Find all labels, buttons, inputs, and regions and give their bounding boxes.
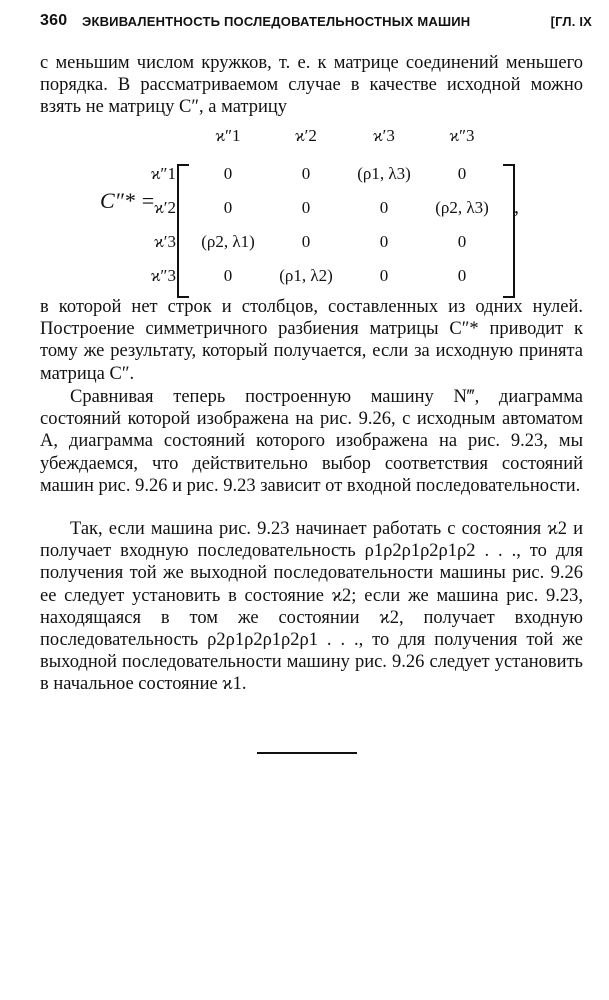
header-chapter: [ГЛ. IX	[550, 14, 592, 29]
running-header	[40, 10, 592, 34]
paragraph-3: Сравнивая теперь построенную машину N‴, диаграмма состояний которой изображена на рис. 9.26, с исходным автоматом A, диаграмма состояний которого изображена на рис. 9.23, мы убеждаемся, что действительно выбор соответствия состояний машин рис. 9.26 и рис. 9.23 зависит от входной последовательности.	[40, 387, 583, 496]
matrix-row-header: ϰ″3	[150, 266, 176, 285]
page-number: 360	[40, 12, 68, 29]
matrix-column-header: ϰ′2	[295, 126, 317, 145]
matrix-column-header: ϰ″1	[215, 126, 241, 145]
matrix-cell: (ρ1, λ3)	[357, 164, 411, 183]
matrix-cell: 0	[457, 232, 467, 251]
matrix-cell: 0	[301, 164, 311, 183]
end-rule	[257, 752, 357, 754]
header-title: ЭКВИВАЛЕНТНОСТЬ ПОСЛЕДОВАТЕЛЬНОСТНЫХ МАШИН	[82, 14, 471, 29]
matrix-cell: 0	[223, 164, 233, 183]
matrix-cell: 0	[379, 232, 389, 251]
matrix-cell: 0	[457, 164, 467, 183]
matrix-column-header: ϰ′3	[373, 126, 395, 145]
matrix-column-header: ϰ″3	[449, 126, 475, 145]
matrix-label: C″* =	[100, 188, 156, 213]
matrix-cell: 0	[223, 266, 233, 285]
matrix-row-header: ϰ′3	[154, 232, 176, 251]
connection-matrix	[100, 120, 530, 295]
matrix-trailing-comma: ,	[514, 196, 519, 218]
matrix-cell: 0	[457, 266, 467, 285]
paragraph-4: Так, если машина рис. 9.23 начинает работать с состояния ϰ2 и получает входную последовательность ρ1ρ2ρ1ρ2ρ1ρ2 . . ., то для получения той же выходной последовательности машины рис. 9.26 ее следует установить в состояние ϰ2; если же машина рис. 9.23, находящаяся в том же состоянии ϰ2, получает входную последовательность ρ2ρ1ρ2ρ1ρ2ρ1 . . ., то для получения той же выходной последовательности машину рис. 9.26 следует установить в начальное состояние ϰ1.	[40, 519, 583, 695]
matrix-cell: (ρ2, λ3)	[435, 198, 489, 217]
matrix-cell: 0	[379, 198, 389, 217]
matrix-cell: (ρ1, λ2)	[279, 266, 333, 285]
matrix-cell: 0	[223, 198, 233, 217]
matrix-cell: 0	[301, 232, 311, 251]
matrix-row-header: ϰ′2	[154, 198, 176, 217]
matrix-cell: 0	[379, 266, 389, 285]
paragraph-1: с меньшим числом кружков, т. е. к матрице соединений меньшего порядка. В рассматриваемом случае в качестве исходной можно взять не матрицу C″, а матрицу	[40, 53, 583, 118]
paragraph-2: в которой нет строк и столбцов, составленных из одних нулей. Построение симметричного разбиения матрицы C″* приводит к тому же результату, который получается, если за исходную принята матрица C″.	[40, 297, 583, 384]
matrix-row-header: ϰ″1	[150, 164, 176, 183]
matrix-cell: 0	[301, 198, 311, 217]
matrix-cell: (ρ2, λ1)	[201, 232, 255, 251]
